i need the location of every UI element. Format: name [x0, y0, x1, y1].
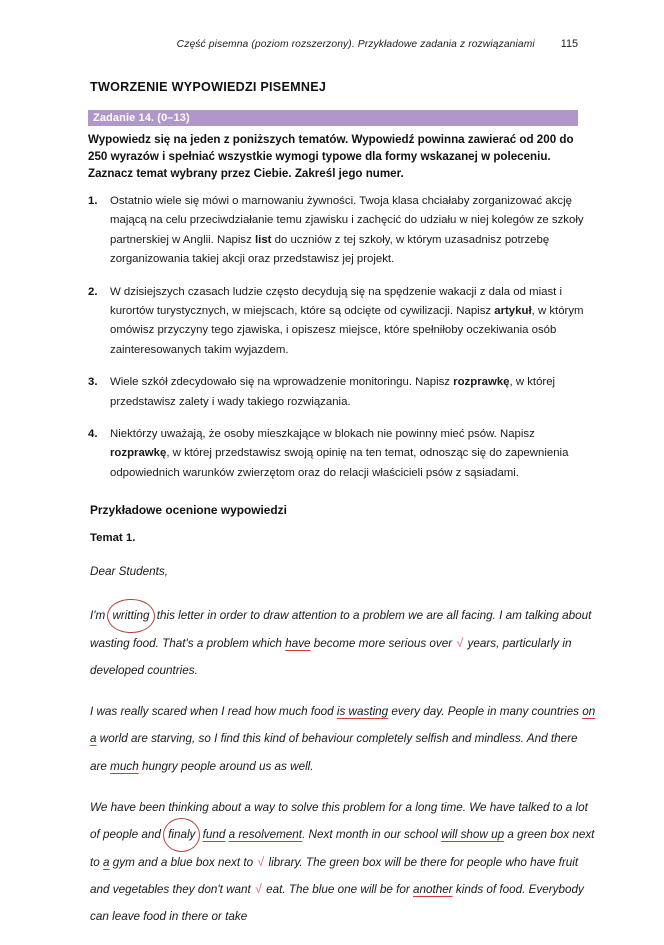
instructions-line-3: w poleceniu. Zaznacz temat wybrany przez Ciebie. Zakreśl jego numer.	[88, 150, 551, 181]
page-number: 115	[560, 38, 578, 50]
topic-text-part-1: Wiele szkół zdecydowało się na wprowadzenie monitoringu. Napisz	[110, 376, 454, 389]
topic-text-part-2: , w którym omówisz przyczyny tego zjawiska, i opiszesz miejsce, które spełniłoby oczekiwania osób zainteresowanych takim wyjazdem.	[110, 305, 584, 356]
topic-text	[110, 373, 588, 412]
topic-text	[110, 192, 588, 270]
annotation-check-icon: √	[255, 881, 262, 896]
essay-text: eat. The blue one will be for	[262, 882, 413, 896]
annotation-underline-a-resolvement: a resolvement	[228, 828, 303, 842]
annotation-underline-have: have	[285, 636, 311, 650]
instructions-line-2: do 250 wyrazów i spełniać wszystkie wymogi typowe dla formy wskazanej	[88, 133, 574, 164]
annotation-underline-will-show-up: will show up	[441, 828, 505, 842]
list-item	[88, 192, 588, 270]
essay-text: . Next month in our school	[302, 828, 442, 842]
topic-number: 4.	[88, 428, 98, 441]
list-item	[88, 425, 588, 483]
essay-text: a green box next to	[90, 828, 595, 869]
header-running-title: Część pisemna (poziom rozszerzony). Przykładowe zadania z rozwiązaniami	[176, 39, 535, 50]
essay-text: gym and a blue box next to	[109, 855, 257, 869]
essay-text: world are starving, so I find this kind of behaviour completely selfish and mindless. And there are	[90, 732, 578, 773]
essay-text: We have been thinking about a way to solve this problem for a long time. We have talked to a lot of people and	[90, 801, 588, 842]
task-instructions	[88, 131, 584, 183]
topic-text	[110, 283, 588, 361]
list-item	[88, 283, 588, 361]
topic-text-part-1: Niektórzy uważają, że osoby mieszkające w blokach nie powinny mieć psów. Napisz	[110, 428, 535, 441]
essay-text: I was really scared when I read how much food	[90, 705, 337, 719]
instructions-line-1: Wypowiedz się na jeden z poniższych tematów. Wypowiedź powinna zawierać od 200	[88, 133, 557, 146]
essay-paragraph-3	[90, 794, 596, 930]
task-label: Zadanie 14. (0–13)	[93, 112, 190, 124]
samples-heading: Przykładowe ocenione wypowiedzi	[90, 503, 287, 517]
essay-paragraph-2	[90, 698, 596, 780]
essay-paragraph-1	[90, 602, 596, 684]
annotation-underline-a-gym: a	[103, 855, 110, 869]
annotation-check-icon: √	[257, 854, 265, 869]
essay-text: years, particularly in developed countries.	[90, 636, 572, 677]
topic-text-part-2: , w której przedstawisz zalety i wady takiego rozwiązania.	[110, 376, 556, 408]
topic-keyword: artykuł	[494, 305, 532, 318]
temat-heading: Temat 1.	[90, 532, 136, 544]
task-header-bar	[88, 110, 578, 126]
annotation-check-icon: √	[456, 635, 464, 650]
student-essay	[90, 558, 596, 945]
page-header	[88, 38, 578, 50]
annotation-circle-finaly: finaly	[164, 821, 199, 848]
topic-text-part-1: W dzisiejszych czasach ludzie często decydują się na spędzenie wakacji z dala od miast i kurortów turystycznych, w miejscach, które są odcięte od cywilizacji. Napisz	[110, 285, 563, 318]
annotation-underline-fund: fund	[202, 828, 226, 842]
essay-text: this letter in order to draw attention to a problem we are all facing. I am talking about wasting food. That's a problem which	[90, 609, 592, 650]
topic-number: 3.	[88, 376, 98, 389]
topic-number: 1.	[88, 195, 98, 207]
essay-text: hungry people around us as well.	[138, 759, 314, 773]
topic-list	[88, 192, 588, 496]
essay-salutation: Dear Students,	[90, 565, 168, 578]
list-item	[88, 373, 588, 412]
topic-text-part-2: do uczniów z tej szkoły, w którym uzasadnisz potrzebę zorganizowania takiej akcji oraz przedstawisz jej projekt.	[110, 233, 550, 266]
topic-number: 2.	[88, 285, 98, 298]
topic-keyword: rozprawkę	[110, 447, 167, 460]
essay-text: kinds of food. Everybody can leave food in there or take	[90, 882, 584, 924]
topic-text-part-2: , w której przedstawisz swoją opinię na ten temat, odnosząc się do zapewnienia odpowiednich warunków zwierzętom oraz do relacji właścicieli psów z sąsiadami.	[110, 447, 569, 479]
essay-text: library. The green box will be there for people who have fruit and vegetables they don't want	[90, 855, 579, 896]
essay-text: become more serious over	[310, 636, 456, 650]
annotation-underline-on: on	[582, 705, 596, 719]
annotation-underline-a: a	[90, 732, 97, 746]
annotation-underline-another: another	[412, 882, 453, 896]
topic-text	[110, 425, 588, 483]
annotation-underline-much: much	[110, 759, 139, 773]
essay-text: every day. People in many countries	[388, 705, 583, 719]
section-title: TWORZENIE WYPOWIEDZI PISEMNEJ	[90, 80, 327, 94]
annotation-circle-writting: writting	[108, 602, 153, 629]
topic-keyword: list	[254, 233, 272, 246]
annotation-underline-is-wasting: is wasting	[336, 705, 389, 719]
essay-text: I'm	[90, 609, 109, 623]
topic-keyword: rozprawkę	[453, 376, 510, 389]
topic-text-part-1: Ostatnio wiele się mówi o marnowaniu żywności. Twoja klasa chciałaby zorganizować akcję mającą na celu przeciwdziałanie temu zjawisku i zachęcić do udziału w niej kolegów ze szkoły partnerskiej w Anglii. Napisz	[110, 195, 584, 246]
